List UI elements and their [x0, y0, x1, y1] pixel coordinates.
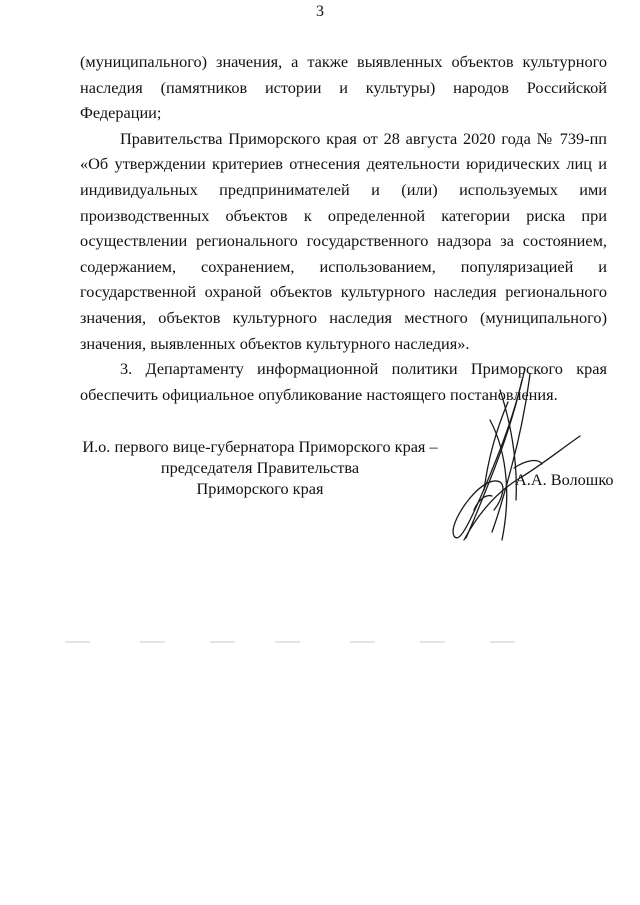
handwritten-signature: [430, 360, 590, 560]
signer-position-line-1: И.о. первого вице-губернатора Приморского края –: [82, 437, 438, 456]
signer-name: А.А. Волошко: [515, 470, 614, 489]
paragraph-2: Правительства Приморского края от 28 августа 2020 года № 739-пп «Об утверждении критериев отнесения деятельности юридических лиц и индивидуальных предпринимателей и (или) используемых ими производственных объектов к определенной категории риска при осуществлении регионального государственного надзора за состоянием, содержанием, сохранением, использованием, популяризацией и государственной охраной объектов культурного наследия регионального значения, объектов культурного наследия местного (муниципального) значения, выявленных объектов культурного наследия».: [80, 128, 607, 353]
document-body: [80, 49, 607, 407]
signer-position: [80, 436, 440, 499]
page-number: 3: [316, 3, 324, 20]
footer-dotted-artifact: [60, 640, 580, 644]
signer-position-line-2: председателя Правительства: [160, 458, 360, 477]
paragraph-3: 3. Департаменту информационной политики Приморского края обеспечить официальное опубликование настоящего постановления.: [80, 359, 607, 404]
signer-position-line-3: Приморского края: [196, 479, 324, 498]
paragraph-1: (муниципального) значения, а также выявленных объектов культурного наследия (памятников истории и культуры) народов Российской Федерации;: [80, 52, 607, 123]
